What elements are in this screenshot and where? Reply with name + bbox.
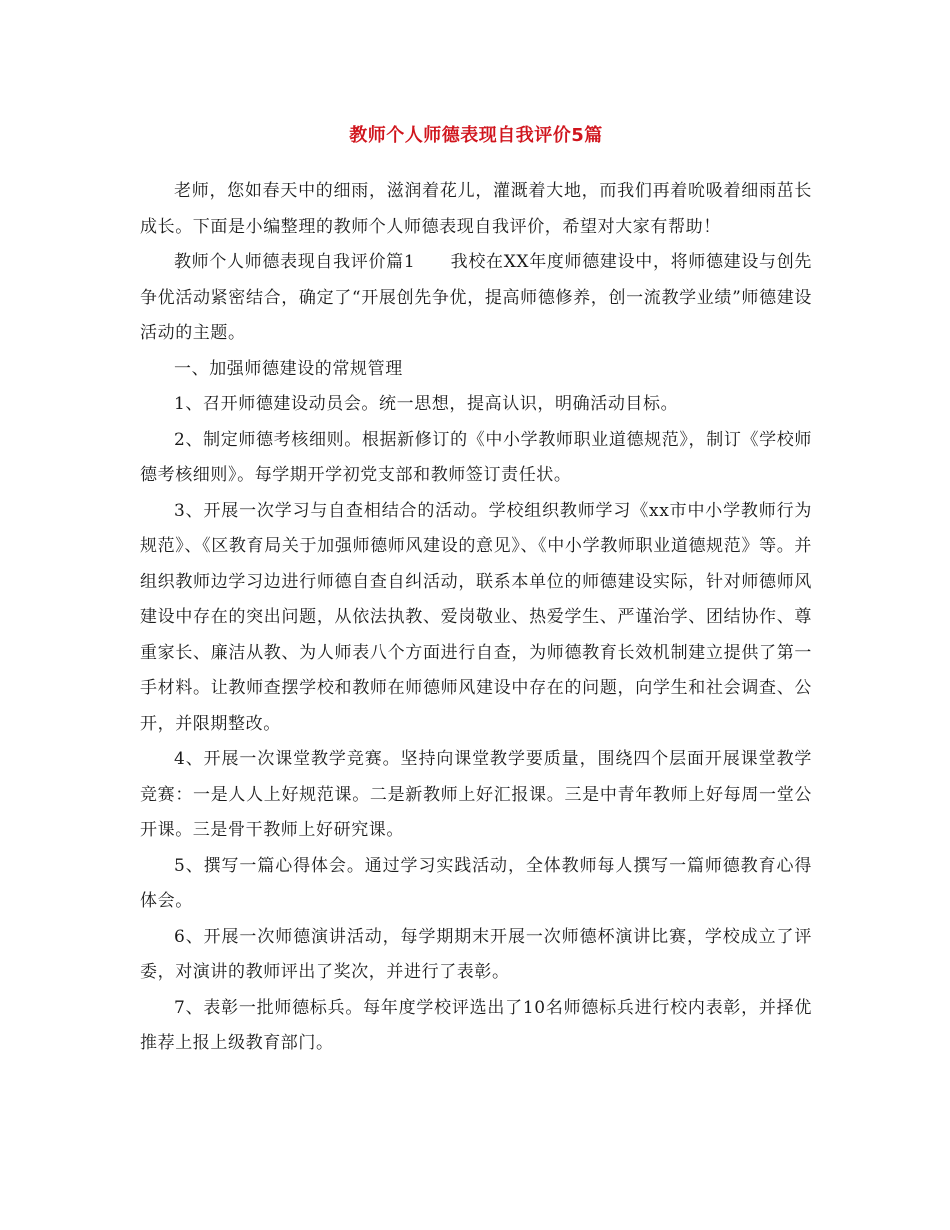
list-item-7: 7、表彰一批师德标兵。每年度学校评选出了10名师德标兵进行校内表彰，并择优推荐上报上级教育部门。 <box>140 997 812 1053</box>
document-title: 教师个人师德表现自我评价5篇 <box>349 125 603 146</box>
document-page <box>140 118 812 1062</box>
list-item-4: 4、开展一次课堂教学竞赛。坚持向课堂教学要质量，围绕四个层面开展课堂教学竞赛：一是人人上好规范课。二是新教师上好汇报课。三是中青年教师上好每周一堂公开课。三是骨干教师上好研究课。 <box>140 749 812 840</box>
list-item-3: 3、开展一次学习与自查相结合的活动。学校组织教师学习《xx市中小学教师行为规范》、《区教育局关于加强师德师风建设的意见》、《中小学教师职业道德规范》等。并组织教师边学习边进行师德自查自纠活动，联系本单位的师德建设实际，针对师德师风建设中存在的突出问题，从依法执教、爱岗敬业、热爱学生、严谨治学、团结协作、尊重家长、廉洁从教、为人师表八个方面进行自查，为师德教育长效机制建立提供了第一手材料。让教师查摆学校和教师在师德师风建设中存在的问题，向学生和社会调查、公开，并限期整改。 <box>140 500 812 734</box>
list-item-1: 1、召开师德建设动员会。统一思想，提高认识，明确活动目标。 <box>174 394 679 414</box>
list-item-2: 2、制定师德考核细则。根据新修订的《中小学教师职业道德规范》，制订《学校师德考核细则》。每学期开学初党支部和教师签订责任状。 <box>140 429 812 485</box>
paragraph-intro: 老师，您如春天中的细雨，滋润着花儿，灌溉着大地，而我们再着吮吸着细雨茁长成长。下面是小编整理的教师个人师德表现自我评价，希望对大家有帮助！ <box>140 181 812 237</box>
paragraph-part1-intro: 教师个人师德表现自我评价篇1 我校在XX年度师德建设中，将师德建设与创先争优活动紧密结合，确定了“开展创先争优，提高师德修养，创一流教学业绩”师德建设活动的主题。 <box>140 252 812 343</box>
list-item-5: 5、撰写一篇心得体会。通过学习实践活动，全体教师每人撰写一篇师德教育心得体会。 <box>140 855 812 911</box>
list-item-6: 6、开展一次师德演讲活动，每学期期末开展一次师德杯演讲比赛，学校成立了评委，对演讲的教师评出了奖次，并进行了表彰。 <box>140 926 812 982</box>
section-heading: 一、加强师德建设的常规管理 <box>174 358 403 379</box>
